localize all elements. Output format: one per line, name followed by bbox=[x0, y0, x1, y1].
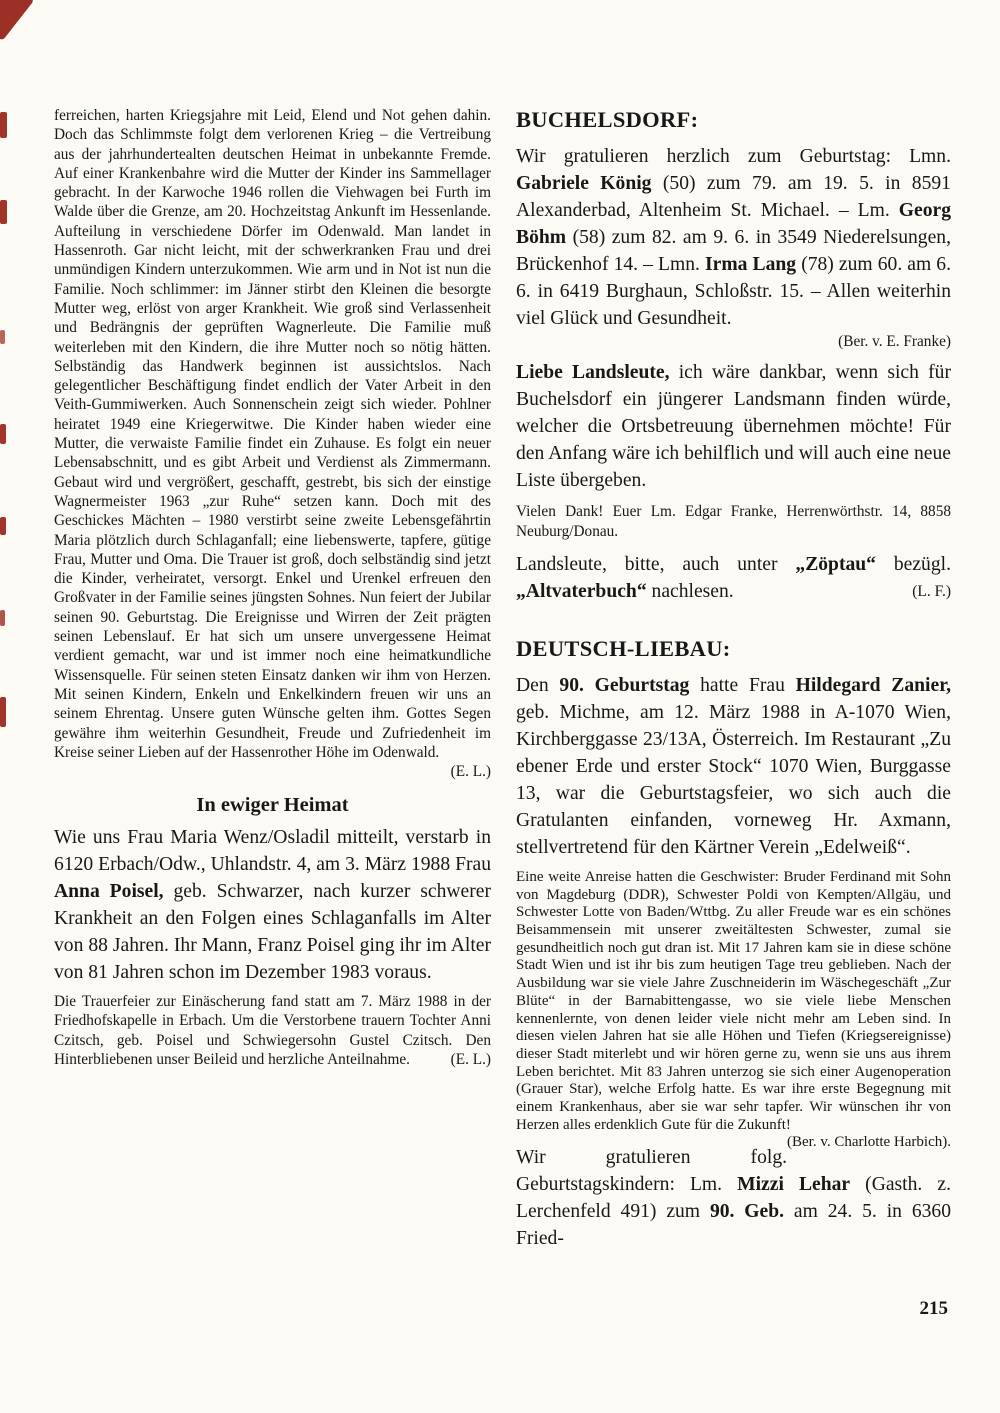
funeral-notice-text: Die Trauerfeier zur Einäscherung fand statt am 7. März 1988 in der Friedhofskapelle in Erbach. Um die Verstorbene trauern Tochter Anni Czitsch, geb. Poisel und Schwiegersohn Gustel Czitsch. Den Hinterbliebenen unser Beileid und herzliche Anteilnahme. (E. L.) bbox=[54, 993, 491, 1068]
scan-artifact bbox=[0, 697, 6, 727]
scan-artifact bbox=[0, 517, 6, 535]
right-column bbox=[516, 106, 951, 1252]
death-notice-text: Wie uns Frau Maria Wenz/Osladil mitteilt, verstarb in 6120 Erbach/Odw., Uhlandstr. 4, am 3. März 1988 Frau Anna Poisel, geb. Schwarzer, nach kurzer schwerer Krankheit an den Folgen eines Schlaganfalls im Alter von 88 Jahren. Ihr Mann, Franz Poisel ging ihr im Alter von 81 Jahren schon im Dezember 1983 voraus. bbox=[54, 827, 491, 984]
section-heading-deutsch-liebau: DEUTSCH-LIEBAU: bbox=[516, 635, 731, 661]
scan-artifact bbox=[0, 0, 34, 41]
scan-artifact bbox=[0, 112, 7, 138]
obituary-continuation-text: ferreichen, harten Kriegsjahre mit Leid, Elend und Not gehen dahin. Doch das Schlimmste folgt dem verlorenen Krieg – die Vertreibung aus der jahrhundertealten deutschen Heimat in unbekannte Fremde. Auf einer Krankenbahre wird die Mutter der Kinder ins Sammellager gebracht. In der Karwoche 1946 rollen die Viehwagen bei Furth im Walde über die Grenze, am 20. Hochzeitstag Ankunft im Hessenlande. Aufteilung in verschiedene Dörfer im Odenwald. Man landet in Hassenroth. Gar nicht leicht, mit der schwerkranken Frau und drei unmündigen Kindern unterzukommen. Wie arm und in Not ist nun die Familie. Noch schlimmer: im Jänner stirbt den Kleinen die besorgte Mutter weg, erlöst von arger Krankheit. Wie groß sind Verlassenheit und Bedrängnis der geprüften Wagnerleute. Die Familie muß weiterleben mit den Kindern, die ihre Mutter noch so nötig hätten. Selbständig das Handwerk beginnen ist aussichtslos. Nach gelegentlicher Beschäftigung findet endlich der Vater Arbeit in den Veith-Gummiwerken. Auch Sonnenschein zeigt sich wieder. Pohlner heiratet 1949 eine Kriegerwitwe. Die Kinder haben wieder eine Mutter, die verwaiste Familie findet ein Zuhause. Es folgt ein neuer Lebensabschnitt, und es gibt Arbeit und Verdienst als Zimmermann. Gebaut wird und vergrößert, geschafft, gestrebt, bis sich der einstige Wagnermeister 1963 „zur Ruhe“ setzen kann. Doch mit des Geschickes Mächten – 1980 verstirbt seine zweite Lebensgefährtin Maria plötzlich durch Schlaganfall; eine liebenswerte, tapfere, gütige Frau, Mutter und Oma. Die Trauer ist groß, doch selbständig sind jetzt die Kinder, verheiratet, versorgt. Enkel und Urenkel erfreuen den Großvater in der Familie seines jüngsten Sohnes. Nun feiert der Jubilar seinen 90. Geburtstag. Die Ereignisse und Wirren der Zeit prägten seinen Lebenslauf. Er hat sich um unsere unvergessene Heimat verdient gemacht, war und ist immer noch eine heimatkundliche Wissensquelle. Für seinen steten Einsatz danken wir ihm von Herzen. Mit seinen Kindern, Enkeln und Enkelkindern freuen wir uns an seinem Ehrentag. Unsere guten Wünsche gelten ihm. Gottes Segen gewähre ihm weiterhin Gesundheit, Freude und Zufriedenheit im Kreise seiner Lieben auf der Hassenrother Höhe im Odenwald. bbox=[54, 107, 491, 761]
page-number: 215 bbox=[919, 1298, 948, 1319]
visit-report-text: Eine weite Anreise hatten die Geschwister: Bruder Ferdinand mit Sohn von Magdeburg (DDR), Schwester Poldi von Kempten/Allgäu, und Schwester Lotte von Baden/Wttbg. Zu aller Freude war es ein schönes Beisammensein mit unserer zweitältesten Schwester, zumal sie gesundheitlich noch gut dran ist. Mit 17 Jahren kam sie in diese schöne Stadt Wien und ist ihr bis zum heutigen Tage treu geblieben. Nach der Ausbildung war sie viele Jahre Zuschneiderin im Wäschegeschäft „Zur Blüte“ in der Barnabittengasse, wo sie viele liebe Menschen kennenlernte, von denen leider viele nicht mehr am Leben sind. In diesen vielen Jahren hat sie alle Höhen und Tiefen (Kriegsereignisse) dieser Stadt miterlebt und wir hören gerne zu, wenn sie uns aus ihrem Leben berichtet. Mit 83 Jahren unterzog sie sich einer Augenoperation (Grauer Star), welche Erfolg hatte. Es war ihre erste Begegnung mit einem Krankenhaus, aber sie war sehr tapfer. Wir wünschen ihr von Herzen alles erdenklich Gute für die Zukunft! (Ber. v. Charlotte Harbich). bbox=[516, 868, 951, 1151]
section-heading-buchelsdorf: BUCHELSDORF: bbox=[516, 107, 699, 132]
scan-artifact bbox=[0, 610, 5, 626]
cross-reference-note: Landsleute, bitte, auch unter „Zöptau“ bezügl. „Altvaterbuch“ nachlesen. (L. F.) bbox=[516, 553, 951, 602]
appeal-text: Liebe Landsleute, ich wäre dankbar, wenn sich für Buchelsdorf ein jüngerer Landsmann finden würde, welcher die Ortsbetreuung übernehmen möchte! Für den Anfang wäre ich behilflich und will auch eine neue Liste übergeben. bbox=[516, 362, 951, 492]
left-column bbox=[54, 106, 491, 1069]
obituary-signature: (E. L.) bbox=[450, 763, 491, 781]
birthday-congratulations-text: Wir gratulieren herzlich zum Geburtstag: Lmn. Gabriele König (50) zum 79. am 19. 5. in 8591 Alexanderbad, Altenheim St. Michael. – Lm. Georg Böhm (58) zum 82. am 9. 6. in 3549 Niederelsungen, Brückenhof 14. – Lmn. Irma Lang (78) zum 60. am 6. 6. in 6419 Burghaun, Schloßstr. 15. – Allen weiterhin viel Glück und Gesundheit. bbox=[516, 146, 952, 329]
upcoming-birthdays-text: Wir gratulieren folg. Geburtstagskindern: Lm. Mizzi Lehar (Gasth. z. Lerchenfeld 491) zum 90. Geb. am 24. 5. in 6360 Fried- bbox=[516, 1147, 952, 1250]
section-heading-in-ewiger-heimat: In ewiger Heimat bbox=[196, 794, 349, 817]
birthday-report-text: Den 90. Geburtstag hatte Frau Hildegard Zanier, geb. Michme, am 12. März 1988 in A-1070 Wien, Kirchberggasse 23/13A, Österreich. Im Restaurant „Zu ebener Erde und erster Stock“ 1070 Wien, Burggasse 13, war die Geburtstagsfeier, wo sich auch die Gratulanten einfanden, vorneweg Hr. Axmann, stellvertretend für den Kärtner Verein „Edelweiß“. bbox=[516, 674, 951, 858]
scan-artifact bbox=[0, 200, 7, 224]
reporter-byline: (Ber. v. E. Franke) bbox=[838, 333, 951, 350]
scan-artifact bbox=[0, 330, 5, 344]
scan-artifact bbox=[0, 424, 6, 444]
thanks-text: Vielen Dank! Euer Lm. Edgar Franke, Herrenwörthstr. 14, 8858 Neuburg/Donau. bbox=[516, 503, 951, 540]
